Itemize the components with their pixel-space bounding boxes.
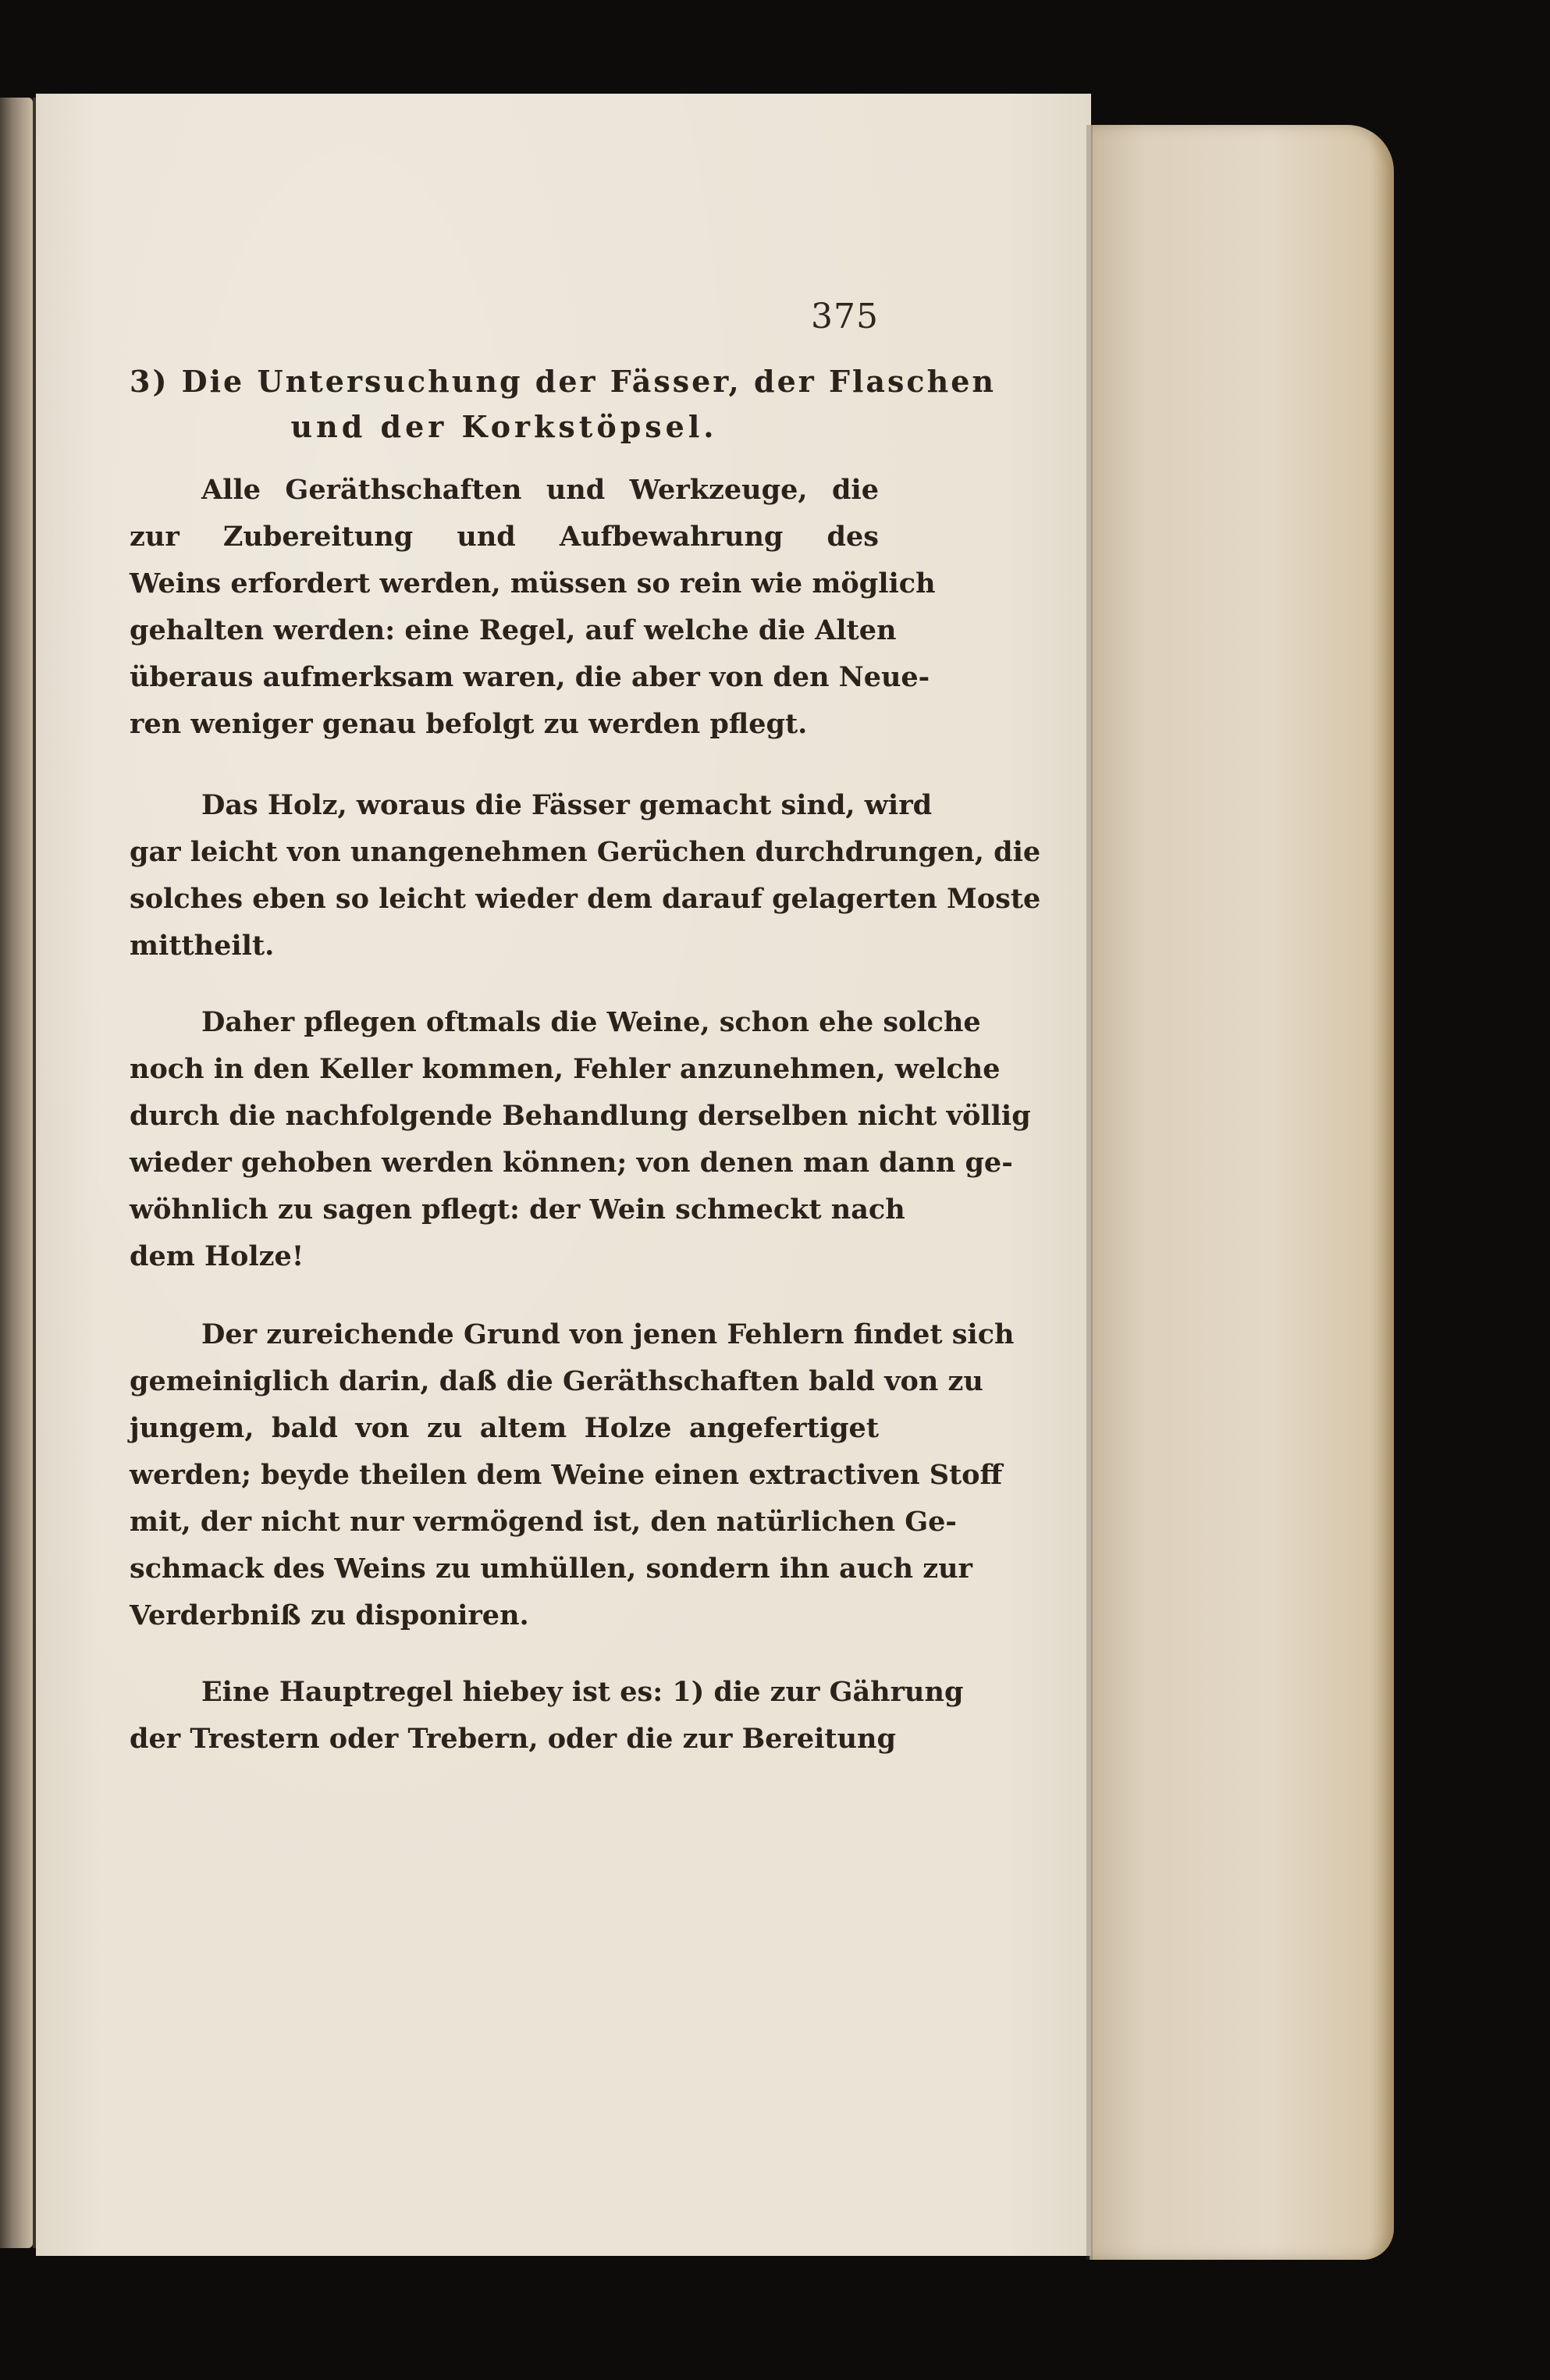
text-line: mit, der nicht nur vermögend ist, den natürlichen Ge- xyxy=(130,1506,957,1538)
text-line: Verderbniß zu disponiren. xyxy=(130,1599,529,1631)
text-line: Daher pflegen oftmals die Weine, schon ehe solche xyxy=(201,1006,981,1038)
text-line: noch in den Keller kommen, Fehler anzunehmen, welche xyxy=(130,1053,1001,1085)
text-line: gar leicht von unangenehmen Gerüchen durchdrungen, die xyxy=(130,836,1041,868)
text-line: Der zureichende Grund von jenen Fehlern findet sich xyxy=(201,1318,1015,1350)
heading-line: 3) Die Untersuchung der Fässer, der Flaschen xyxy=(130,364,996,399)
text-line: schmack des Weins zu umhüllen, sondern ihn auch zur xyxy=(130,1553,972,1585)
text-line: mittheilt. xyxy=(130,930,275,962)
text-line: Weins erfordert werden, müssen so rein wie möglich xyxy=(130,567,936,599)
text-line: ren weniger genau befolgt zu werden pflegt. xyxy=(130,708,808,740)
text-line: der Trestern oder Trebern, oder die zur Bereitung xyxy=(130,1723,896,1755)
text-line: dem Holze! xyxy=(130,1240,304,1272)
text-line: gemeiniglich darin, daß die Geräthschaften bald von zu xyxy=(130,1365,983,1397)
text-line: solches eben so leicht wieder dem darauf gelagerten Moste xyxy=(130,883,1041,915)
text-line: Eine Hauptregel hiebey ist es: 1) die zur Gährung xyxy=(201,1676,964,1708)
heading-line: und der Korkstöpsel. xyxy=(290,409,718,444)
text-line: wieder gehoben werden können; von denen man dann ge- xyxy=(130,1147,1013,1179)
paragraph xyxy=(130,782,1041,969)
text-line: werden; beyde theilen dem Weine einen extractiven Stoff xyxy=(130,1459,1003,1491)
text-line: jungem, bald von zu altem Holze angefertiget xyxy=(130,1412,879,1444)
paragraph xyxy=(130,999,1031,1280)
paragraph xyxy=(130,1311,1015,1639)
text-line: Das Holz, woraus die Fässer gemacht sind, wird xyxy=(201,789,933,821)
text-line: durch die nachfolgende Behandlung derselben nicht völlig xyxy=(130,1100,1031,1132)
page-fore-edge xyxy=(1090,125,1394,2260)
section-heading xyxy=(130,359,996,450)
text-line: zur Zubereitung und Aufbewahrung des xyxy=(130,521,879,553)
text-line: gehalten werden: eine Regel, auf welche die Alten xyxy=(130,614,897,646)
paragraph xyxy=(130,467,936,748)
text-line: Alle Geräthschaften und Werkzeuge, die xyxy=(201,474,879,506)
text-line: wöhnlich zu sagen pflegt: der Wein schmeckt nach xyxy=(130,1194,905,1226)
paragraph xyxy=(130,1669,964,1763)
page-number: 375 xyxy=(811,297,879,336)
text-line: überaus aufmerksam waren, die aber von den Neue- xyxy=(130,661,930,693)
page-edge-shadow xyxy=(1086,125,1093,2260)
previous-page-edge xyxy=(0,98,33,2248)
